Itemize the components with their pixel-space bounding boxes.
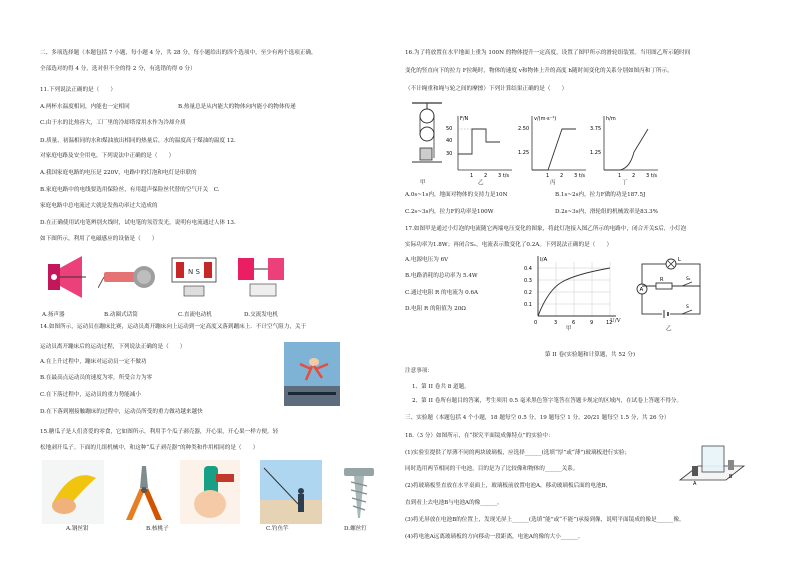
q15-label-c: C.钓鱼竿 — [266, 526, 289, 532]
svg-text:1: 1 — [618, 173, 622, 178]
velocity-time-graph — [518, 114, 588, 178]
q17-option-d: D.电阻 R 的阻值为 20Ω — [405, 306, 466, 312]
iv-graph-caption: 甲 — [566, 326, 572, 332]
mirror-experiment-figure — [676, 440, 748, 492]
svg-text:B: B — [729, 474, 733, 480]
q17-option-b: B.电路消耗的总功率为 5.4W — [405, 273, 478, 279]
q14-stem-line2: 运动员离开蹦床后的运动过程，下列说法正确的是（ ） — [40, 344, 186, 350]
q15-label-d: D.螺丝钉 — [344, 526, 367, 532]
section3-heading: 三、实验题（本题包括 4 个小题，18 题每空 0.5 分，19 题每空 1 分，20/21 题每空 1.5 分，共 26 分） — [405, 415, 670, 421]
note-2: 2、第 II 卷所有题目的答案，考生须用 0.5 毫米黑色签字笔答在答题卡规定的区域内，在试卷上答题不得分。 — [412, 398, 683, 404]
bottle-opener-photo — [180, 460, 240, 524]
speaker-figure — [42, 254, 92, 300]
svg-text:3.75: 3.75 — [590, 126, 602, 132]
height-time-graph — [590, 114, 660, 178]
iv-xtick-6: 6 — [572, 320, 576, 326]
q17-stem-line1: 17.如图甲是通过小灯泡的电流随它两端电压变化的图象，将此灯泡接入图乙所示的电路中，闭合开关S后，小灯泡 — [405, 226, 687, 232]
svg-text:3 t/s: 3 t/s — [574, 173, 586, 178]
q16-stem-line1: 16.为了将放置在水平地面上重为 100N 的物体提升一定高度，设置了图甲所示的滑轮组装置。当用图乙所示随时间 — [405, 50, 691, 56]
q18-part3: (3)将光屏放在电池B的位置上，发现光屏上______(选填“能”或“不能”)承接到像，说明平面镜成的像是______像。 — [405, 517, 685, 523]
q16-stem-line2: 变化的竖直向下的拉力 F拉绳时，物体的速度 v和物体上升的高度 h随时间变化的关系分别如图丙和丁所示。 — [405, 68, 673, 74]
circuit-diagram — [632, 256, 708, 322]
svg-text:2: 2 — [632, 173, 636, 178]
q14-option-a: A.在上升过程中，蹦床对运动员一定不做功 — [40, 359, 147, 365]
svg-text:3 t/s: 3 t/s — [646, 173, 658, 178]
svg-text:2: 2 — [484, 173, 488, 178]
seed-sheller-photo — [42, 460, 104, 524]
graph-label-ding: 丁 — [622, 180, 628, 186]
svg-text:A: A — [693, 481, 697, 487]
q14-stem-line1: 14.如图所示，运动员在蹦床比赛，运动员离开蹦床向上运动到一定高度又落到蹦床上．不计空气阻力，关于 — [40, 324, 307, 330]
dc-motor-figure — [168, 254, 222, 300]
q11-stem: 11.下列说法正确的是（ ） — [40, 87, 117, 93]
iv-xtick-12: 12 — [606, 320, 613, 326]
svg-text:2.50: 2.50 — [518, 126, 530, 132]
graph-label-yi: 乙 — [478, 180, 484, 186]
q18-part2-line2: 直到看上去电池B与电池A的像______。 — [405, 500, 503, 506]
q16-option-d: D.2s~3s内，滑轮组的机械效率是83.3% — [555, 209, 658, 215]
section2-heading-line2: 全部选对的得 4 分，选对但不全的得 2 分，有选错的得 0 分） — [40, 66, 196, 72]
q17-option-c: C.通过电阻 R 的电流为 0.6A — [405, 290, 479, 296]
svg-text:50: 50 — [446, 126, 453, 132]
iv-ytick-3: 0.2 — [524, 290, 532, 296]
svg-text:A: A — [639, 287, 644, 293]
q18-part1-line1: (1)实验室提供了厚薄不同的两块玻璃板，应选择______(选填“厚”或“薄”)玻璃板进行实验； — [405, 450, 631, 456]
pliers-photo — [114, 460, 174, 524]
q15-label-a: A.钢丝钳 — [66, 526, 89, 532]
svg-text:1: 1 — [470, 173, 474, 178]
q15-label-b: B.核桃子 — [146, 526, 169, 532]
q13-label-b: B.动圈式话筒 — [104, 312, 138, 318]
svg-text:h/m: h/m — [606, 116, 616, 122]
iv-xlabel: U/V — [610, 318, 621, 324]
svg-text:L: L — [678, 257, 681, 263]
svg-text:S: S — [686, 305, 689, 310]
svg-text:40: 40 — [446, 138, 453, 144]
q16-stem-line3: （不计绳重和绳与轮之间的摩擦）下列计算结果正确的是（ ） — [405, 86, 568, 92]
q13-stem: 如下图所示，利用了电磁感应的设备是（ ） — [40, 236, 158, 242]
q18-stem: 18.（3 分）如图所示，在“探究平面镜成像特点”的实验中： — [405, 433, 554, 439]
q11-option-d: D.质量、初温相同的水和煤油放出相同的热量后，水的温度高于煤油的温度 12. — [40, 138, 236, 144]
iv-ylabel: I/A — [540, 257, 548, 263]
q15-stem-line2: 松地剥开瓜子。下面的几组机械中，和这种“瓜子剥壳器”的种类和作用相同的是（ ） — [40, 445, 259, 451]
current-voltage-graph — [520, 254, 620, 326]
q12-stem: 对家庭电路及安全用电，下列说法中正确的是（ ） — [40, 153, 175, 159]
iv-ytick-2: 0.3 — [524, 278, 532, 284]
microphone-figure — [98, 258, 160, 298]
note-1: 1、第 II 卷共 8 道题。 — [412, 384, 470, 390]
circuit-caption: 乙 — [666, 326, 672, 332]
q14-option-c: C.在下落过程中，运动员的重力势能减小 — [40, 392, 141, 398]
screw-photo — [334, 460, 384, 524]
iv-xtick-9: 9 — [590, 320, 594, 326]
q13-label-a: A.扬声器 — [42, 312, 65, 318]
q16-option-c: C.2s~3s内，拉力F的功率是100W — [405, 209, 494, 215]
pulley-system-figure — [410, 100, 444, 180]
q18-part4: (4)将电池A远离玻璃板的方向移动一段距离，电池A的像的大小______。 — [405, 534, 584, 540]
svg-text:2: 2 — [560, 173, 564, 178]
iv-xtick-0: 0 — [534, 320, 538, 326]
q18-part1-line2: 同时选用两节相同的干电池，目的是为了比较像和物体的______关系。 — [405, 466, 579, 472]
svg-text:30: 30 — [446, 151, 453, 157]
iv-xtick-3: 3 — [554, 320, 558, 326]
trampoline-photo — [284, 342, 340, 406]
q14-option-d: D.在下落到刚接触蹦床的过程中，运动员所受的重力做功越来越快 — [40, 409, 203, 415]
part2-title: 第 II 卷(实验题和计算题，共 52 分) — [544, 352, 636, 358]
q17-option-a: A.电源电压为 6V — [405, 257, 449, 263]
svg-text:N S: N S — [188, 268, 200, 276]
iv-ytick-1: 0.4 — [524, 266, 532, 272]
svg-text:1.25: 1.25 — [590, 150, 602, 156]
ac-generator-figure — [232, 254, 290, 300]
q12-option-a: A.我国家庭电路的电压是 220V，电路中的灯泡和电灯是串联的 — [40, 170, 197, 176]
notes-title: 注意事项： — [405, 368, 433, 374]
svg-text:3 t/s: 3 t/s — [498, 173, 510, 178]
q14-option-b: B.在最高点运动员的速度为零，所受合力为零 — [40, 375, 153, 381]
q13-label-d: D.交流发电机 — [244, 312, 279, 318]
force-time-graph — [446, 114, 514, 178]
q11-option-c: C.由于水的比热容大，工厂里的冷却塔常用水作为冷却介质 — [40, 120, 186, 126]
q12-option-d: D.在正确使用试电笔辨别火线时，试电笔的氖管发光，说明有电流通过人体 13. — [40, 220, 236, 226]
svg-text:R: R — [660, 277, 664, 283]
section2-heading-line1: 二、多项选择题（本题包括 7 小题，每小题 4 分，共 28 分，每小题给出的四个选项中，至少有两个选项正确， — [40, 50, 317, 56]
graph-label-jia: 甲 — [420, 180, 426, 186]
svg-text:S₁: S₁ — [686, 277, 691, 282]
svg-text:1: 1 — [546, 173, 550, 178]
fishing-rod-photo — [260, 460, 322, 524]
svg-text:F/N: F/N — [460, 116, 469, 122]
svg-text:v/(m·s⁻¹): v/(m·s⁻¹) — [534, 116, 557, 122]
q11-option-a: A.两杯水温度相同，内能也一定相同 — [40, 104, 130, 110]
q18-part2-line1: (2)将玻璃板竖直放在水平桌面上，玻璃板前放置电池A，移动玻璃板后面的电池B， — [405, 483, 612, 489]
q16-option-b: B.1s~2s内，拉力F做的功是187.5J — [555, 192, 646, 198]
q13-label-c: C.直流电动机 — [178, 312, 212, 318]
iv-ytick-4: 0.1 — [524, 302, 532, 308]
q16-option-a: A.0s~1s内，地面对物体的支持力是10N — [405, 192, 508, 198]
q12-option-c: 家庭电路中总电流过大就是发热功率过大造成的 — [40, 203, 158, 209]
graph-label-bing: 丙 — [550, 180, 556, 186]
svg-text:1.25: 1.25 — [518, 150, 530, 156]
q11-option-b: B.热量总是从内能大的物体向内能小的物体传递 — [178, 104, 296, 110]
q17-stem-line2: 实际功率为1.8W；再闭合S₁，电流表示数变化了0.2A。下列说法正确的是（ ） — [405, 242, 613, 248]
q15-stem-line1: 15.糖瓜子是人们喜爱的零食，它如图所示，利用手个瓜子剥壳器，开心果，开心果一样方便，轻 — [40, 429, 279, 435]
q12-option-b: B.家庭电路中的电线要选用保险丝，有用超声保险丝代替的空气开关 C. — [40, 187, 220, 193]
